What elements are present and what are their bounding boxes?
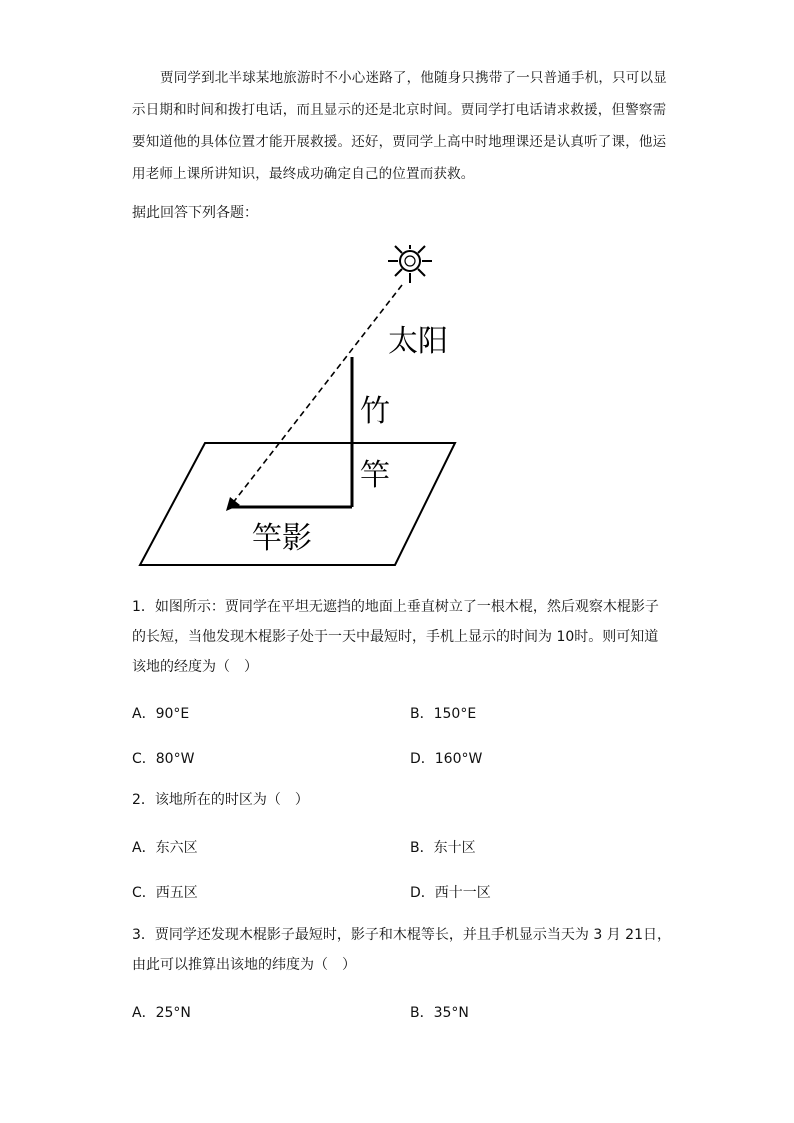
sun-pole-shadow-diagram bbox=[130, 245, 470, 575]
question-1-stem: 1．如图所示：贾同学在平坦无遮挡的地面上垂直树立了一根木棍，然后观察木棍影子的长短，当他发现木棍影子处于一天中最短时，手机上显示的时间为 10时。则可知道该地的经度为（ ） bbox=[132, 599, 659, 675]
question-2-option-b[interactable]: B．东十区 bbox=[410, 840, 476, 856]
sun-ray-arrowhead bbox=[226, 497, 240, 511]
question-3-option-a[interactable]: A．25°N bbox=[132, 1005, 191, 1021]
question-1-option-a[interactable]: A．90°E bbox=[132, 706, 190, 722]
sun-label: 太阳 bbox=[388, 324, 448, 359]
shadow-label: 竿影 bbox=[252, 521, 312, 556]
question-1-option-c[interactable]: C．80°W bbox=[132, 751, 195, 767]
pole-label-1: 竹 bbox=[360, 394, 390, 429]
question-2-option-d[interactable]: D．西十一区 bbox=[410, 885, 491, 901]
pole-label-2: 竿 bbox=[360, 458, 390, 493]
question-3-stem: 3．贾同学还发现木棍影子最短时，影子和木棍等长，并且手机显示当天为 3 月 21日，由此可以推算出该地的纬度为（ ） bbox=[132, 927, 671, 973]
question-1-option-d[interactable]: D．160°W bbox=[410, 751, 483, 767]
question-3-option-b[interactable]: B．35°N bbox=[410, 1005, 469, 1021]
intro-paragraph: 贾同学到北半球某地旅游时不小心迷路了，他随身只携带了一只普通手机，只可以显示日期和时间和拨打电话，而且显示的还是北京时间。贾同学打电话请求救援，但警察需要知道他的具体位置才能开展救援。还好，贾同学上高中时地理课还是认真听了课，他运用老师上课所讲知识，最终成功确定自己的位置而获救。 bbox=[132, 70, 667, 182]
question-2-option-a[interactable]: A．东六区 bbox=[132, 840, 198, 856]
question-2-stem: 2．该地所在的时区为（ ） bbox=[132, 792, 309, 808]
question-2-option-c[interactable]: C．西五区 bbox=[132, 885, 198, 901]
question-1-option-b[interactable]: B．150°E bbox=[410, 706, 477, 722]
lead-instruction: 据此回答下列各题： bbox=[132, 205, 258, 221]
sun-icon bbox=[388, 245, 432, 283]
